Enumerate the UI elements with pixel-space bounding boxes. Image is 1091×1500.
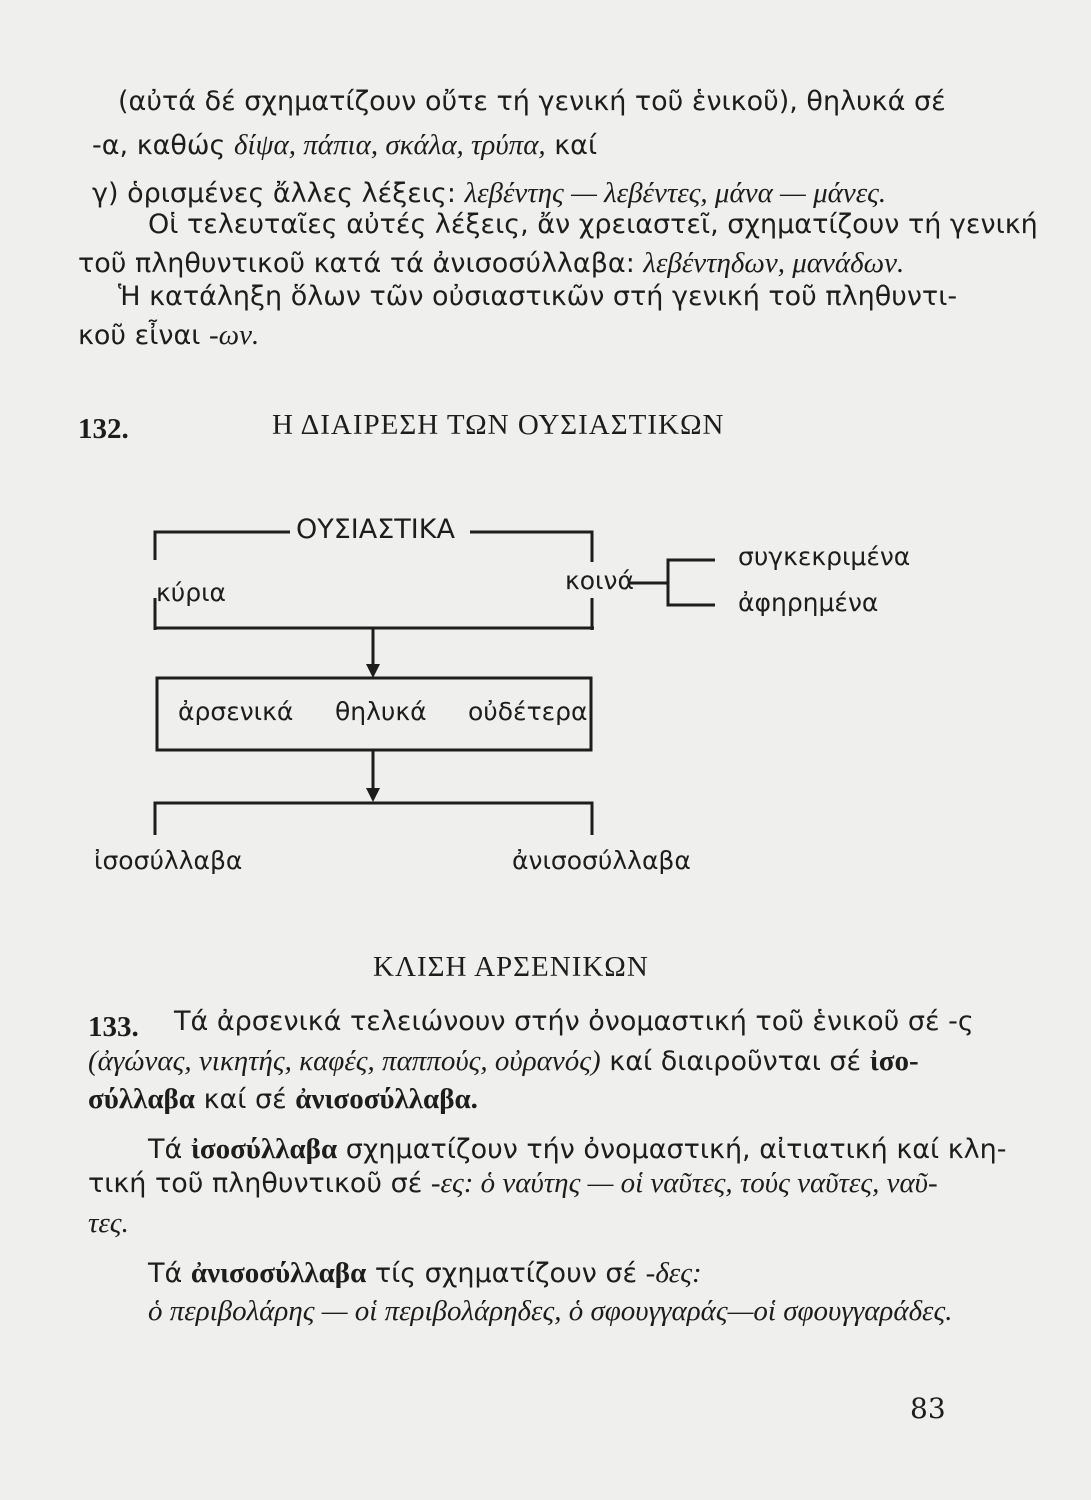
bold-term: ἰσοσύλλαβα xyxy=(190,1133,338,1165)
text-line xyxy=(148,1256,702,1291)
text-span: τική τοῦ πληθυντικοῦ σέ xyxy=(88,1168,423,1199)
text-line xyxy=(88,1166,938,1201)
arrow-head xyxy=(366,788,380,802)
italic-ending: -ων. xyxy=(208,319,260,351)
koina-subbracket xyxy=(668,560,715,605)
bottom-bracket xyxy=(155,803,592,835)
section-number: 133. xyxy=(88,1011,139,1043)
text-line: (αὐτά δέ σχηματίζουν οὔτε τή γενική τοῦ ἑνικοῦ), θηλυκά σέ xyxy=(118,86,946,117)
diagram-oudetera-label: οὐδέτερα xyxy=(468,697,588,726)
text-span: κοῦ εἶναι xyxy=(78,320,201,351)
text-line xyxy=(88,1044,919,1079)
diagram-koina-label: κοινά xyxy=(565,566,634,595)
section-number: 132. xyxy=(78,413,129,445)
text-span: τίς σχηματίζουν σέ xyxy=(374,1258,638,1289)
text-line: Τά ἀρσενικά τελειώνουν στήν ὀνομαστική τοῦ ἑνικοῦ σέ -ς xyxy=(174,1006,974,1037)
text-line xyxy=(148,1132,1007,1167)
bold-term: σύλλαβα xyxy=(88,1083,195,1115)
text-line: Ἡ κατάληξη ὅλων τῶν οὐσιαστικῶν στή γενική τοῦ πληθυντι- xyxy=(118,281,958,312)
bold-term: ἀνισοσύλλαβα xyxy=(190,1257,367,1289)
text-span: καί σέ xyxy=(203,1084,287,1115)
diagram-thilyka-label: θηλυκά xyxy=(335,697,427,726)
text-line: τες. xyxy=(88,1207,129,1239)
text-span: Τά xyxy=(148,1134,183,1165)
italic-ending: -δες: xyxy=(645,1257,702,1289)
italic-examples: -ες: ὁ ναύτης — οἱ ναῦτες, τούς ναῦτες, ναῦ- xyxy=(430,1167,938,1199)
diagram-sygkekrimena-label: συγκεκριμένα xyxy=(738,542,911,571)
section-heading: ΚΛΙΣΗ ΑΡΣΕΝΙΚΩΝ xyxy=(373,951,649,983)
diagram-afirimena-label: ἀφηρημένα xyxy=(738,588,879,617)
text-span: Τά xyxy=(148,1258,183,1289)
bold-term: ἰσο- xyxy=(869,1045,919,1077)
text-span: καί διαιροῦνται σέ xyxy=(609,1046,862,1077)
arrow-head xyxy=(366,664,380,678)
section-title: Η ΔΙΑΙΡΕΣΗ ΤΩΝ ΟΥΣΙΑΣΤΙΚΩΝ xyxy=(272,409,725,441)
text-line: Οἱ τελευταῖες αὐτές λέξεις, ἄν χρειαστεῖ, σχηματίζουν τή γενική xyxy=(148,209,1038,240)
bracket-left-top xyxy=(155,532,290,560)
diagram-kyria-label: κύρια xyxy=(156,578,227,607)
text-line xyxy=(88,1082,478,1117)
italic-examples: δίψα, πάπια, σκάλα, τρύπα, xyxy=(234,129,546,161)
diagram-root-label: ΟΥΣΙΑΣΤΙΚΑ xyxy=(296,514,455,545)
italic-examples: (ἀγώνας, νικητής, καφές, παππούς, οὐρανός) xyxy=(88,1045,601,1077)
text-span: καί xyxy=(554,130,598,161)
diagram-isosyllaba-label: ἰσοσύλλαβα xyxy=(94,846,243,875)
diagram-anisosyllaba-label: ἀνισοσύλλαβα xyxy=(512,846,691,875)
text-line: ὁ περιβολάρης — οἱ περιβολάρηδες, ὁ σφουγγαράς—οἱ σφουγγαράδες. xyxy=(148,1295,953,1327)
diagram-arsenika-label: ἀρσενικά xyxy=(178,697,294,726)
page-number: 83 xyxy=(910,1392,946,1425)
text-span: -α, καθώς xyxy=(92,130,226,161)
text-span: σχηματίζουν τήν ὀνομαστική, αἰτιατική καί κλη- xyxy=(345,1134,1007,1165)
bold-term: ἀνισοσύλλαβα. xyxy=(295,1083,478,1115)
text-span: γ) ὁρισμένες ἄλλες λέξεις: xyxy=(92,178,456,209)
text-span: τοῦ πληθυντικοῦ κατά τά ἀνισοσύλλαβα: xyxy=(78,248,635,279)
italic-examples: λεβέντηδων, μανάδων. xyxy=(643,247,905,279)
bracket-right-top xyxy=(470,532,592,562)
italic-examples: λεβέντης — λεβέντες, μάνα — μάνες. xyxy=(464,177,887,209)
